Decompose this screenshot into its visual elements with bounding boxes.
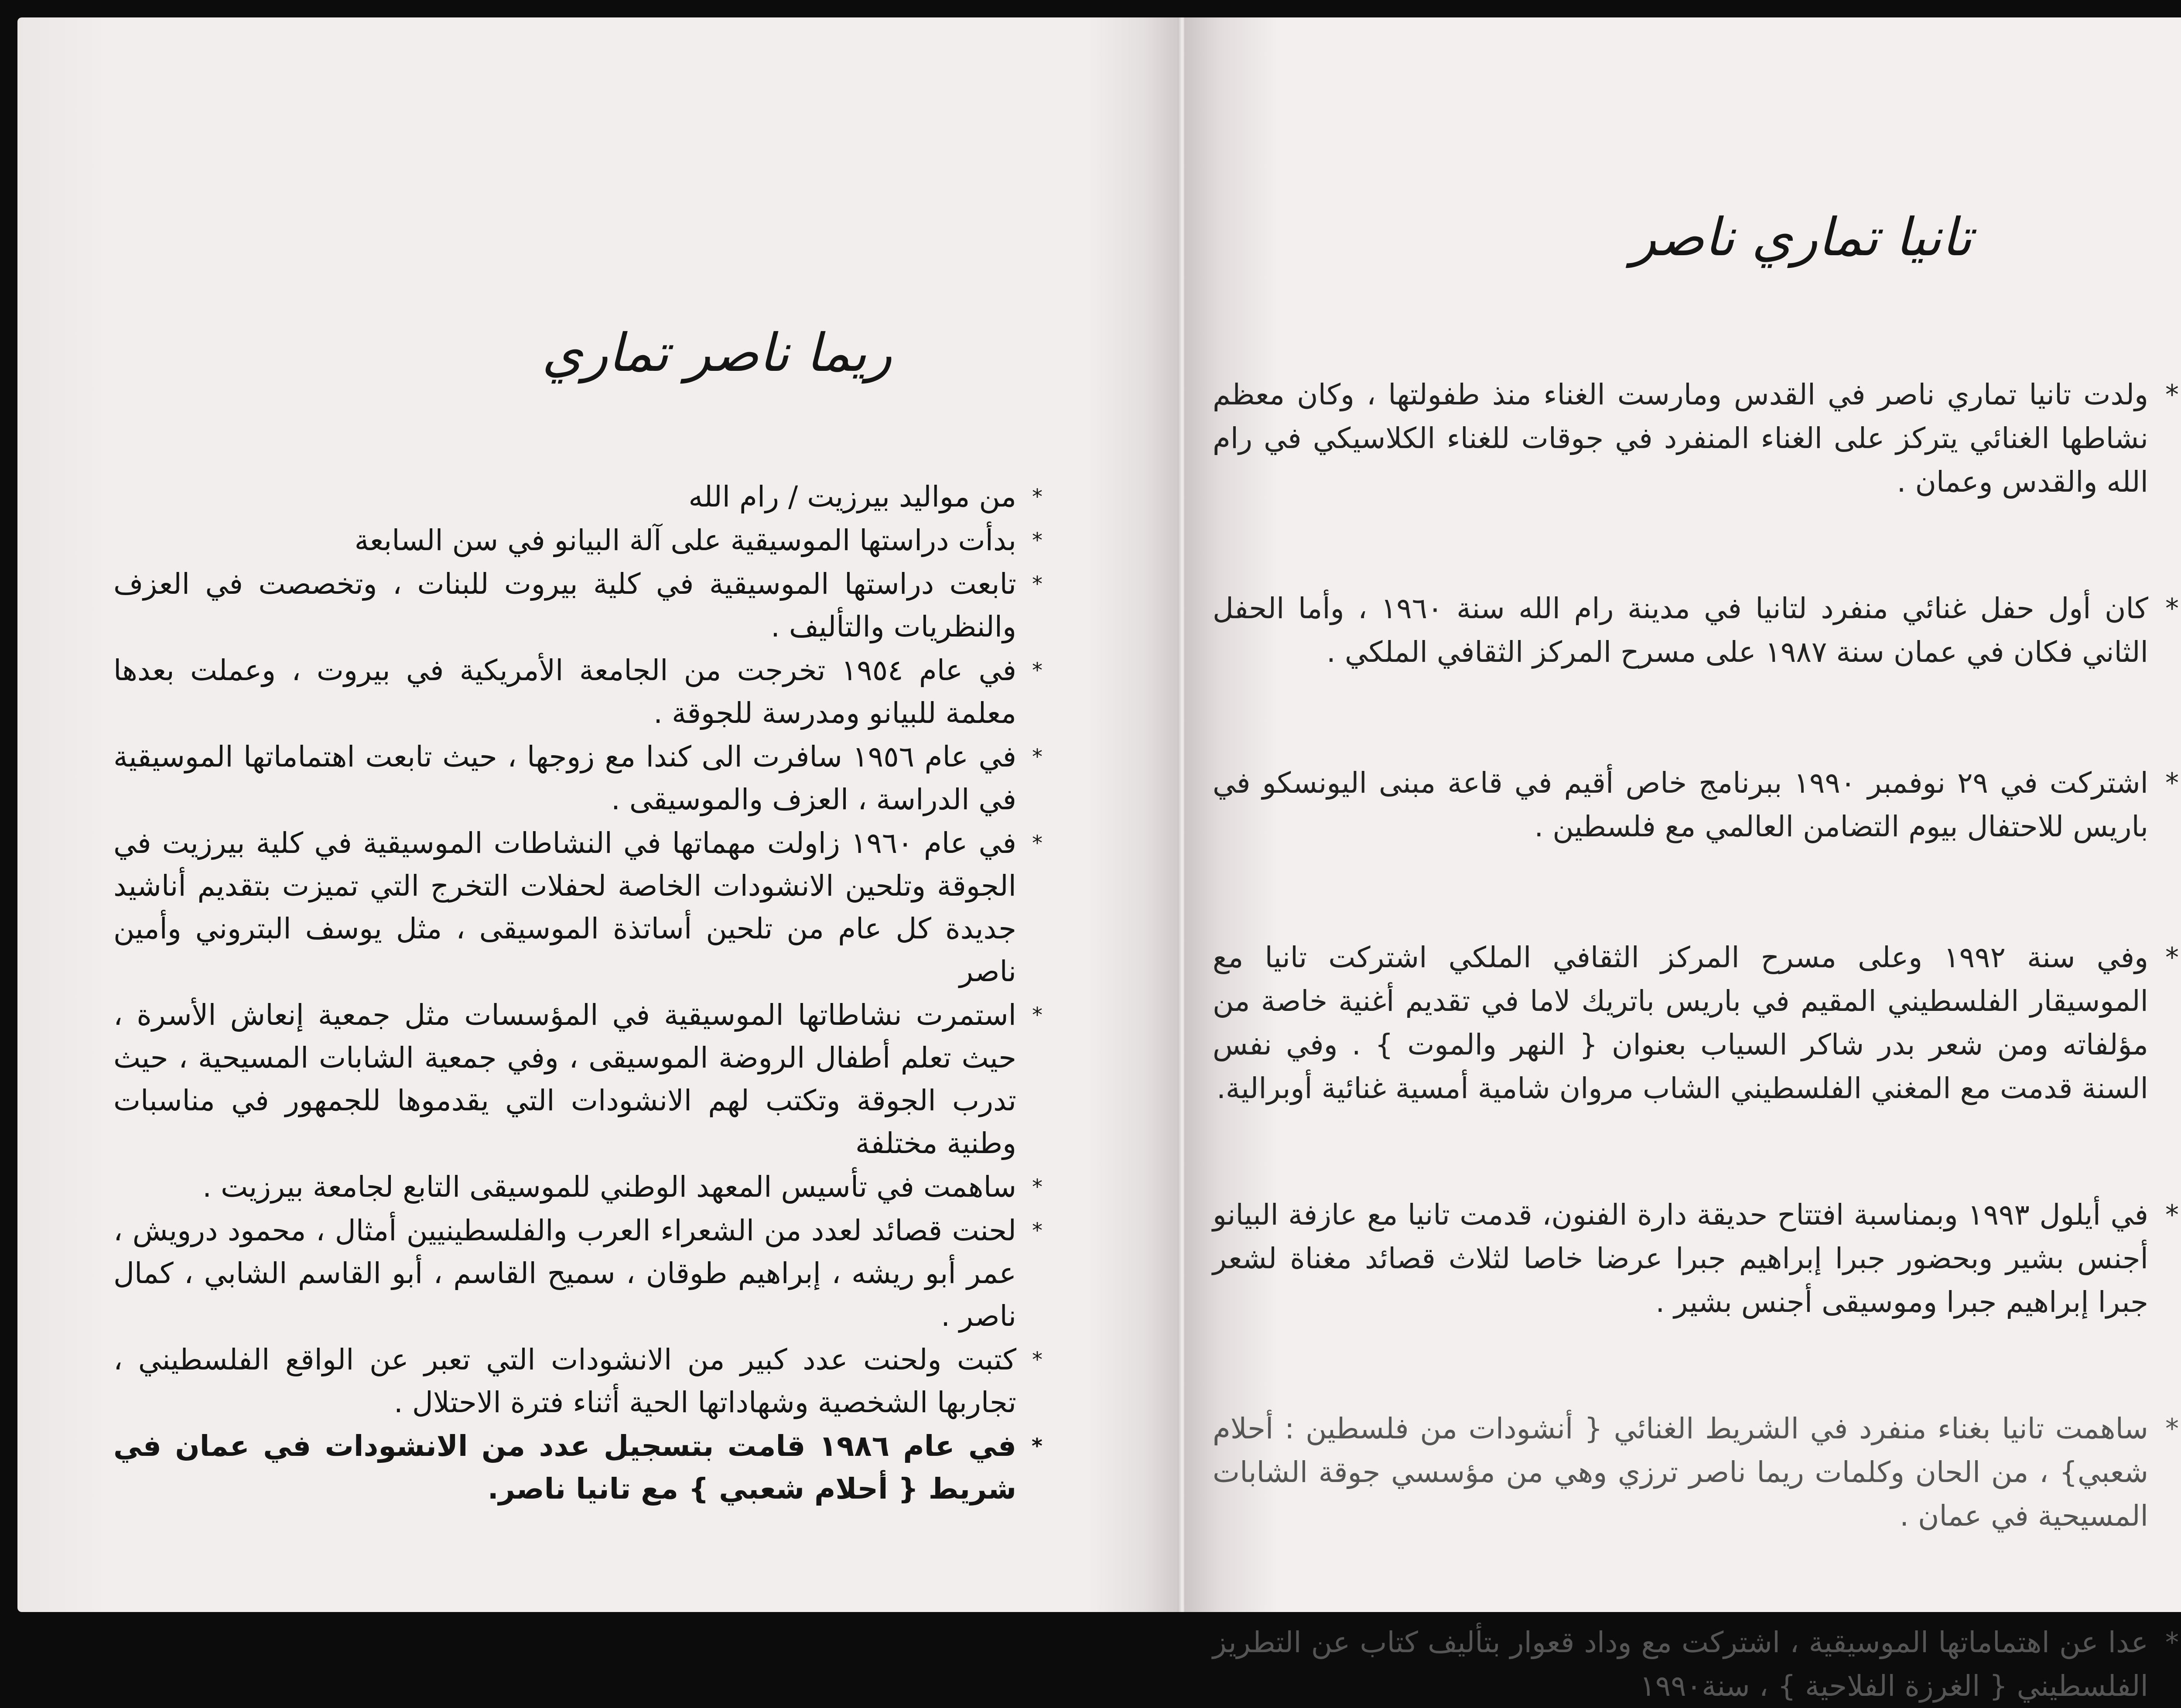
list-item: * عدا عن اهتماماتها الموسيقية ، اشتركت مع وداد قعوار بتأليف كتاب عن التطريز الفلسطيني { الغرزة الفلاحية } ، سنة١٩٩٠ — [1213, 1621, 2179, 1708]
left-page-title: ريما ناصر تماري — [542, 323, 892, 383]
list-item: * بدأت دراستها الموسيقية على آلة البيانو في سن السابعة — [113, 519, 1043, 562]
bullet-star-icon: * — [2165, 941, 2179, 973]
list-item: * اشتركت في ٢٩ نوفمبر ١٩٩٠ ببرنامج خاص أقيم في قاعة مبنى اليونسكو في باريس للاحتفال بيوم التضامن العالمي مع فلسطين . — [1213, 761, 2179, 849]
right-page-bullet-list — [1213, 373, 2179, 1708]
list-item: * كان أول حفل غنائي منفرد لتانيا في مدينة رام الله سنة ١٩٦٠ ، وأما الحفل الثاني فكان في عمان سنة ١٩٨٧ على مسرح المركز الثقافي الملكي . — [1213, 587, 2179, 674]
list-item: * كتبت ولحنت عدد كبير من الانشودات التي تعبر عن الواقع الفلسطيني ، تجاربها الشخصية وشهاداتها الحية أثناء فترة الاحتلال . — [113, 1338, 1043, 1424]
list-item: * في عام ١٩٦٠ زاولت مهماتها في النشاطات الموسيقية في كلية بيرزيت في الجوقة وتلحين الانشودات الخاصة لحفلات التخرج التي تميزت بتقديم أناشيد جديدة كل عام من تلحين أساتذة الموسيقى ، مثل يوسف البتروني وأمين ناصر — [113, 822, 1043, 993]
bullet-star-icon: * — [1032, 1348, 1043, 1372]
bullet-star-icon: * — [1032, 1003, 1043, 1027]
bullet-star-icon: * — [2165, 1413, 2179, 1444]
list-item: * في عام ١٩٥٦ سافرت الى كندا مع زوجها ، حيث تابعت اهتماماتها الموسيقية في الدراسة ، العزف والموسيقى . — [113, 736, 1043, 821]
bullet-star-icon: * — [1032, 572, 1043, 596]
bullet-star-icon: * — [1032, 1175, 1043, 1199]
list-item: * ساهمت في تأسيس المعهد الوطني للموسيقى التابع لجامعة بيرزيت . — [113, 1166, 1043, 1208]
list-item: * من مواليد بيرزيت / رام الله — [113, 476, 1043, 518]
list-item: * استمرت نشاطاتها الموسيقية في المؤسسات مثل جمعية إنعاش الأسرة ، حيث تعلم أطفال الروضة الموسيقى ، وفي جمعية الشابات المسيحية ، حيث تدرب الجوقة وتكتب لهم الانشودات التي يقدموها للجمهور في مناسبات وطنية مختلفة — [113, 994, 1043, 1165]
list-item: * في عام ١٩٨٦ قامت بتسجيل عدد من الانشودات في عمان في شريط { أحلام شعبي } مع تانيا ناصر. — [113, 1425, 1043, 1510]
right-page-title: تانيا تماري ناصر — [1631, 207, 1972, 268]
bullet-star-icon: * — [1032, 1219, 1043, 1243]
list-item: * في عام ١٩٥٤ تخرجت من الجامعة الأمريكية في بيروت ، وعملت بعدها معلمة للبيانو ومدرسة للجوقة . — [113, 649, 1043, 735]
right-page — [1184, 17, 2181, 1703]
list-item: * لحنت قصائد لعدد من الشعراء العرب والفلسطينيين أمثال ، محمود درويش ، عمر أبو ريشه ، إبراهيم طوقان ، سميح القاسم ، أبو القاسم الشابي ، كمال ناصر . — [113, 1209, 1043, 1338]
bullet-star-icon: * — [1031, 1434, 1043, 1458]
bullet-star-icon: * — [2165, 592, 2179, 624]
list-item: * وفي سنة ١٩٩٢ وعلى مسرح المركز الثقافي الملكي اشتركت تانيا مع الموسيقار الفلسطيني المقيم في باريس باتريك لاما في تقديم أغنية خاصة من مؤلفاته ومن شعر بدر شاكر السياب بعنوان { النهر والموت } . وفي نفس السنة قدمت مع المغني الفلسطيني الشاب مروان شامية أمسية غنائية أوبرالية. — [1213, 936, 2179, 1110]
list-item: * ساهمت تانيا بغناء منفرد في الشريط الغنائي { أنشودات من فلسطين : أحلام شعبي} ، من الحان وكلمات ريما ناصر ترزي وهي من مؤسسي جوقة الشابات المسيحية في عمان . — [1213, 1407, 2179, 1538]
list-item: * تابعت دراستها الموسيقية في كلية بيروت للبنات ، وتخصصت في العزف والنظريات والتأليف . — [113, 563, 1043, 648]
list-item: * في أيلول ١٩٩٣ وبمناسبة افتتاح حديقة دارة الفنون، قدمت تانيا مع عازفة البيانو أجنس بشير وبحضور جبرا إبراهيم جبرا عرضا خاصا لثلاث قصائد مغناة لشعر جبرا إبراهيم جبرا وموسيقى أجنس بشير . — [1213, 1193, 2179, 1324]
bullet-star-icon: * — [2165, 1626, 2179, 1658]
left-page-bullet-list — [113, 476, 1043, 1511]
left-page — [17, 17, 1180, 1612]
bullet-star-icon: * — [1032, 831, 1043, 856]
bullet-star-icon: * — [2165, 1199, 2179, 1231]
bullet-star-icon: * — [1032, 745, 1043, 769]
bullet-star-icon: * — [1032, 485, 1043, 509]
bullet-star-icon: * — [1032, 658, 1043, 683]
list-item: * ولدت تانيا تماري ناصر في القدس ومارست الغناء منذ طفولتها ، وكان معظم نشاطها الغنائي يتركز على الغناء المنفرد في جوقات للغناء الكلاسيكي في رام الله والقدس وعمان . — [1213, 373, 2179, 504]
bullet-star-icon: * — [1032, 528, 1043, 553]
bullet-star-icon: * — [2165, 767, 2179, 799]
bullet-star-icon: * — [2165, 379, 2179, 411]
